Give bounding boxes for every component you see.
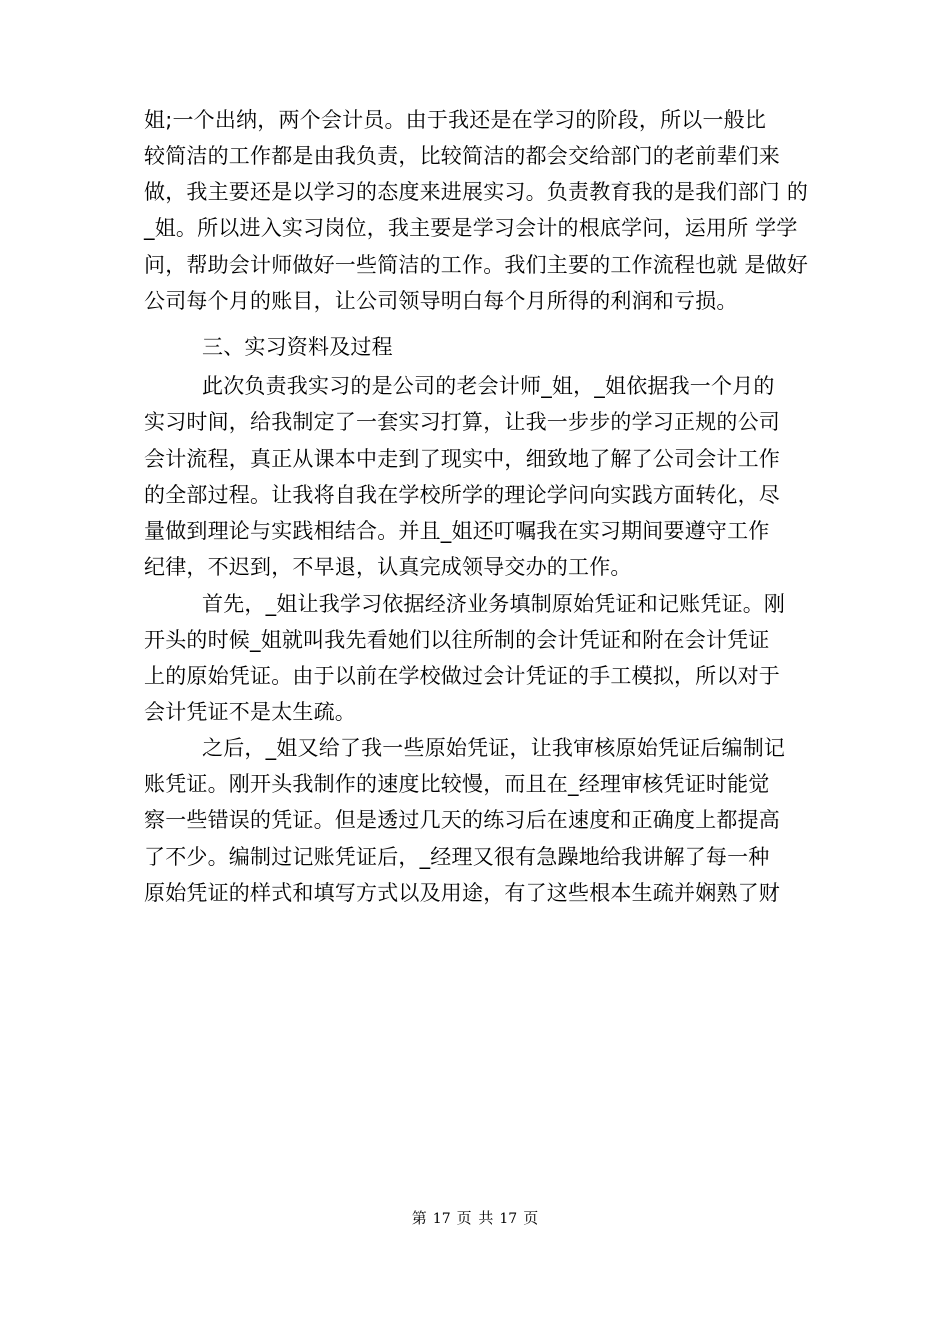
footer-suffix: 页 (523, 1209, 539, 1227)
paragraph-line: 原始凭证的样式和填写方式以及用途，有了这些根本生疏并娴熟了财 (144, 881, 780, 905)
current-page-number: 17 (432, 1211, 451, 1227)
paragraph-line: 会计流程，真正从课本中走到了现实中，细致地了解了公司会计工作 (144, 447, 780, 471)
paragraph-line: 会计凭证不是太生疏。 (144, 700, 356, 724)
paragraph-line: 上的原始凭证。由于以前在学校做过会计凭证的手工模拟，所以对于 (144, 664, 780, 688)
paragraph-line: 了不少。编制过记账凭证后，_经理又很有急躁地给我讲解了每一种 (144, 845, 770, 869)
paragraph-line: 此次负责我实习的是公司的老会计师_姐，_姐依据我一个月的 (202, 374, 775, 398)
footer-middle: 页 共 (456, 1209, 494, 1227)
paragraph-line: 的全部过程。让我将自我在学校所学的理论学问向实践方面转化，尽 (144, 483, 780, 507)
paragraph-line: 实习时间，给我制定了一套实习打算，让我一步步的学习正规的公司 (144, 410, 780, 434)
paragraph-line: 之后，_姐又给了我一些原始凭证，让我审核原始凭证后编制记 (202, 736, 786, 760)
paragraph-line: 较简洁的工作都是由我负责，比较简洁的都会交给部门的老前辈们来 (144, 144, 780, 168)
section-heading: 三、实习资料及过程 (202, 335, 393, 359)
paragraph-line: 做，我主要还是以学习的态度来进展实习。负责教育我的是我们部门 的 (144, 180, 809, 204)
total-pages-number: 17 (499, 1211, 518, 1227)
paragraph-line: 公司每个月的账目，让公司领导明白每个月所得的利润和亏损。 (144, 289, 738, 313)
page-number-footer (0, 1208, 950, 1229)
paragraph-line: 首先，_姐让我学习依据经济业务填制原始凭证和记账凭证。刚 (202, 592, 786, 616)
paragraph-line: 姐;一个出纳，两个会计员。由于我还是在学习的阶段，所以一般比 (144, 108, 767, 132)
footer-prefix: 第 (411, 1209, 427, 1227)
paragraph-line: 问，帮助会计师做好一些简洁的工作。我们主要的工作流程也就 是做好 (144, 253, 809, 277)
paragraph-line: 量做到理论与实践相结合。并且_姐还叮嘱我在实习期间要遵守工作 (144, 519, 770, 543)
paragraph-line: 开头的时候_姐就叫我先看她们以往所制的会计凭证和附在会计凭证 (144, 628, 770, 652)
paragraph-line: _姐。所以进入实习岗位，我主要是学习会计的根底学问，运用所 学学 (144, 216, 798, 240)
paragraph-line: 账凭证。刚开头我制作的速度比较慢，而且在_经理审核凭证时能觉 (144, 772, 770, 796)
paragraph-line: 察一些错误的凭证。但是透过几天的练习后在速度和正确度上都提高 (144, 808, 780, 832)
paragraph-line: 纪律，不迟到，不早退，认真完成领导交办的工作。 (144, 555, 632, 579)
